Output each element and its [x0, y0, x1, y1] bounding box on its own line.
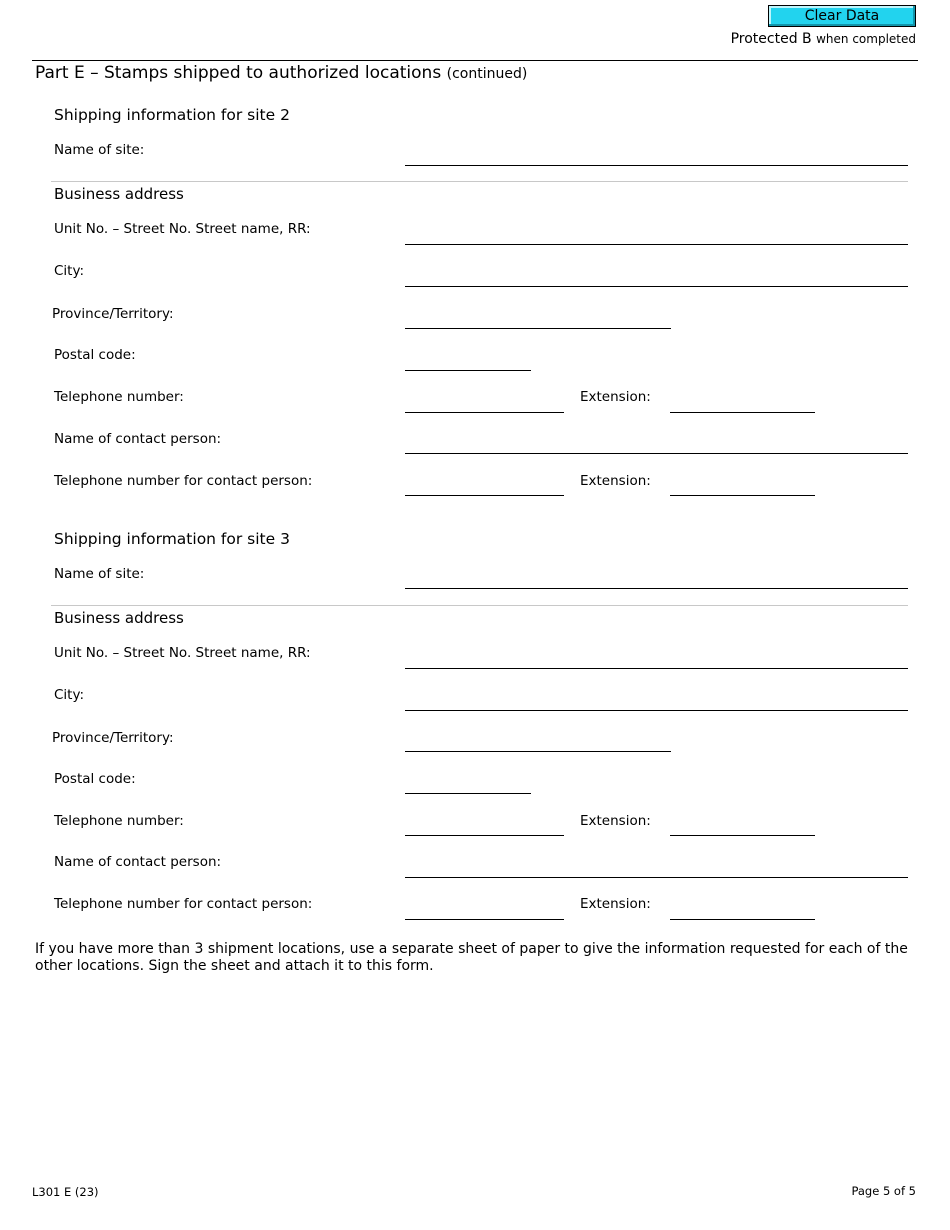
protected-suffix: when completed	[816, 32, 916, 46]
site-3-province-label: Province/Territory:	[52, 730, 174, 746]
site-2-title: Shipping information for site 2	[54, 106, 290, 124]
site-3-city-field[interactable]	[405, 710, 908, 711]
site-3-postal-field[interactable]	[405, 793, 531, 794]
site-3-phone-field[interactable]	[405, 835, 564, 836]
site-2-province-label: Province/Territory:	[52, 306, 174, 322]
site-2-extension-field[interactable]	[670, 412, 815, 413]
site-3-contact-phone-label: Telephone number for contact person:	[54, 896, 313, 912]
additional-locations-note: If you have more than 3 shipment locations, use a separate sheet of paper to give the information requested for each of the other locations. Sign the sheet and attach it to this form.	[35, 941, 908, 974]
site-2-phone-label: Telephone number:	[54, 389, 184, 405]
site-3-contact-phone-field[interactable]	[405, 919, 564, 920]
protected-label: Protected B	[730, 31, 812, 47]
site-3-province-field[interactable]	[405, 751, 671, 752]
clear-data-button[interactable]: Clear Data	[768, 5, 916, 27]
site-2-street-field[interactable]	[405, 244, 908, 245]
site-3-contact-label: Name of contact person:	[54, 854, 222, 870]
site-3-business-address-heading: Business address	[54, 609, 184, 627]
site-2-province-field[interactable]	[405, 328, 671, 329]
site-3-separator	[51, 605, 908, 606]
site-3-street-label: Unit No. – Street No. Street name, RR:	[54, 645, 311, 661]
site-2-contact-phone-label: Telephone number for contact person:	[54, 473, 313, 489]
site-2-contact-label: Name of contact person:	[54, 431, 222, 447]
part-title-text: Part E – Stamps shipped to authorized locations	[35, 63, 442, 83]
site-3-contact-field[interactable]	[405, 877, 908, 878]
site-2-business-address-heading: Business address	[54, 185, 184, 203]
site-3-title: Shipping information for site 3	[54, 530, 290, 548]
site-3-street-field[interactable]	[405, 668, 908, 669]
page-number: Page 5 of 5	[851, 1184, 916, 1198]
site-3-name-label: Name of site:	[54, 566, 145, 582]
site-2-contact-phone-field[interactable]	[405, 495, 564, 496]
header-rule	[32, 60, 918, 61]
site-2-phone-field[interactable]	[405, 412, 564, 413]
site-3-postal-label: Postal code:	[54, 771, 136, 787]
site-3-name-field[interactable]	[405, 588, 908, 589]
part-continued: (continued)	[446, 66, 528, 82]
site-2-extension-label: Extension:	[580, 389, 651, 405]
site-2-postal-field[interactable]	[405, 370, 531, 371]
site-3-contact-extension-field[interactable]	[670, 919, 815, 920]
site-2-postal-label: Postal code:	[54, 347, 136, 363]
form-id: L301 E (23)	[32, 1185, 99, 1199]
site-2-city-label: City:	[54, 263, 85, 279]
site-2-contact-extension-field[interactable]	[670, 495, 815, 496]
site-2-name-field[interactable]	[405, 165, 908, 166]
site-2-city-field[interactable]	[405, 286, 908, 287]
protected-b-notice	[731, 31, 916, 47]
site-2-name-label: Name of site:	[54, 142, 145, 158]
site-2-street-label: Unit No. – Street No. Street name, RR:	[54, 221, 311, 237]
site-2-contact-extension-label: Extension:	[580, 473, 651, 489]
site-3-contact-extension-label: Extension:	[580, 896, 651, 912]
site-3-extension-label: Extension:	[580, 813, 651, 829]
site-3-city-label: City:	[54, 687, 85, 703]
site-2-contact-field[interactable]	[405, 453, 908, 454]
site-2-separator	[51, 181, 908, 182]
site-3-phone-label: Telephone number:	[54, 813, 184, 829]
site-3-extension-field[interactable]	[670, 835, 815, 836]
part-title	[35, 63, 527, 83]
